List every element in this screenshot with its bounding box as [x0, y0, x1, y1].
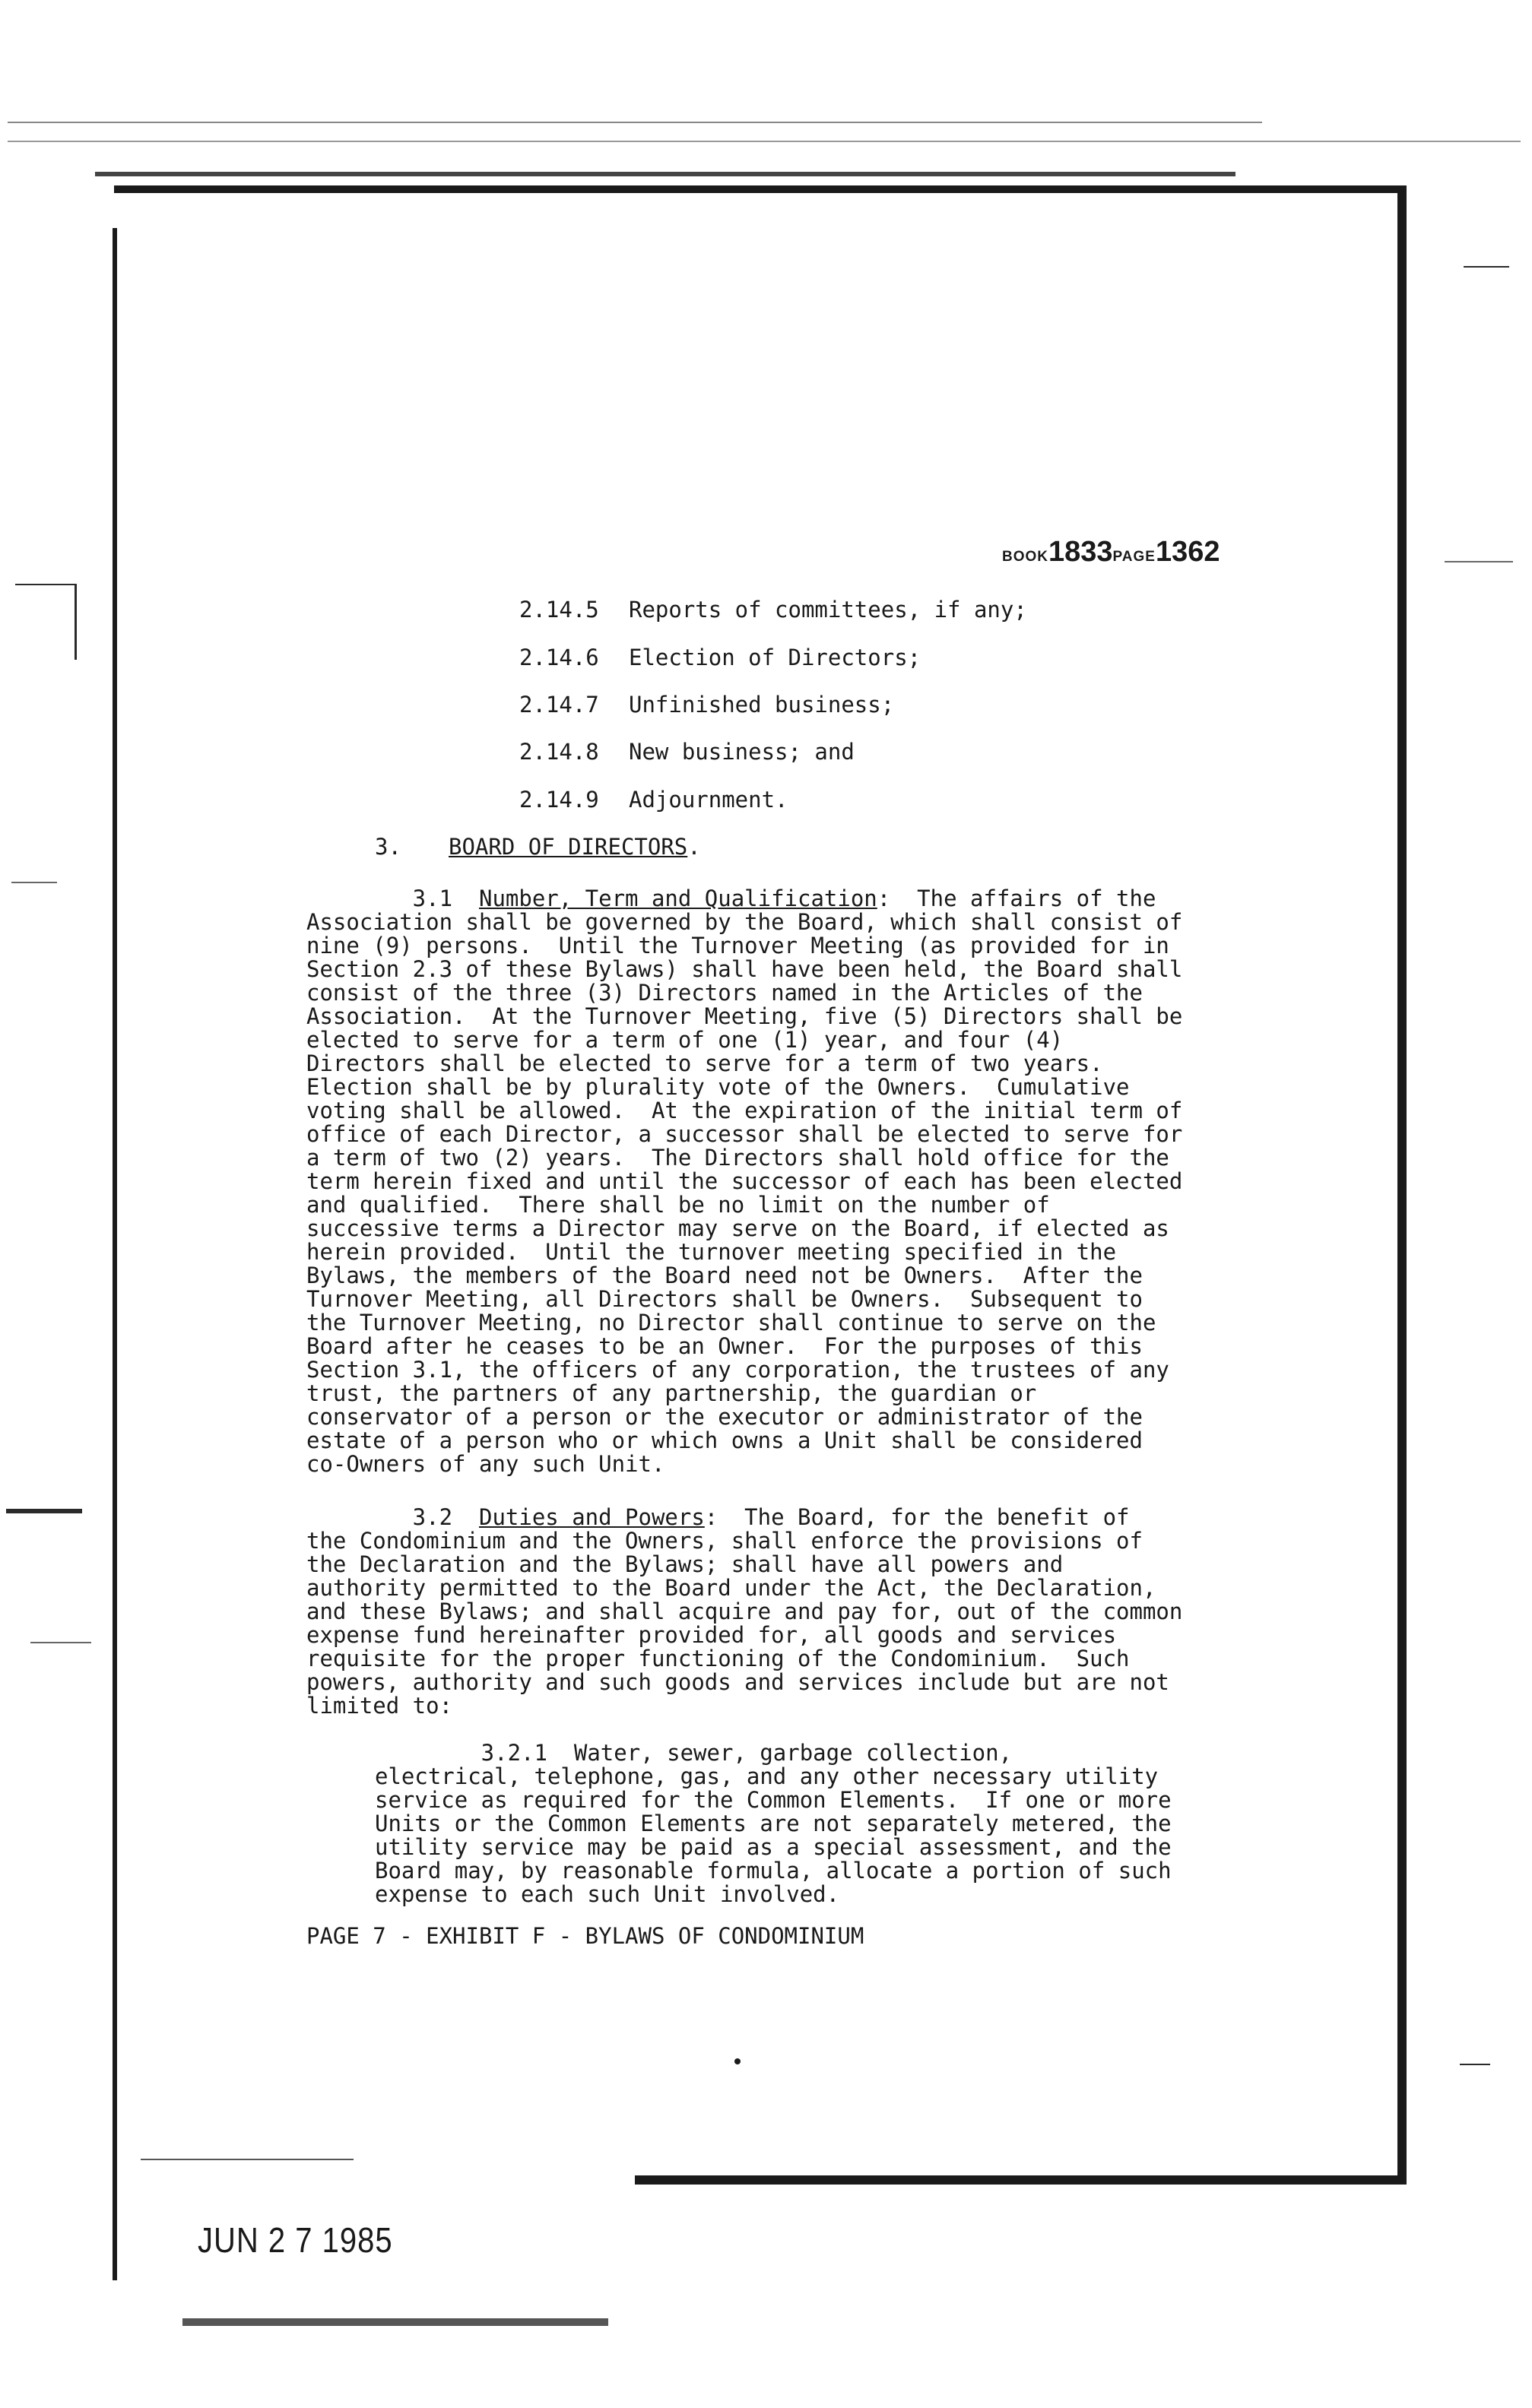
- scan-mark-left-3: [11, 882, 57, 883]
- agenda-item-number: 2.14.8: [519, 739, 599, 765]
- agenda-item-number: 2.14.6: [519, 645, 599, 670]
- recording-book-page: [1002, 536, 1220, 569]
- paragraph-heading: Number, Term and Qualification: [478, 886, 877, 911]
- agenda-item: [519, 692, 894, 718]
- agenda-item: [519, 739, 855, 765]
- page-number: 1362: [1155, 536, 1220, 568]
- scan-mark-left-2: [75, 584, 77, 660]
- section-number: 3.: [375, 834, 401, 860]
- frame-left-border: [113, 228, 117, 2280]
- paragraph-3-2: [306, 1506, 1182, 1718]
- scan-mark-right-1: [1464, 266, 1509, 268]
- paragraph-lead: 3.1: [306, 886, 479, 911]
- frame-top-border: [114, 185, 1407, 193]
- frame-bottom-border: [635, 2175, 1407, 2185]
- scan-mark-bottom-1: [141, 2159, 354, 2160]
- paragraph-heading: Duties and Powers: [478, 1504, 705, 1530]
- agenda-item-number: 2.14.5: [519, 597, 599, 623]
- scan-mark-left-5: [30, 1642, 91, 1643]
- scan-smudge-top: [95, 172, 1235, 176]
- section-title: BOARD OF DIRECTORS: [449, 834, 688, 860]
- paragraph-lead: 3.2: [306, 1504, 479, 1530]
- agenda-item-text: Unfinished business;: [629, 692, 895, 718]
- scan-edge-line-top: [8, 122, 1262, 123]
- scan-mark-bottom-2: [182, 2318, 608, 2326]
- scan-dot: [734, 2058, 741, 2064]
- agenda-item-text: Reports of committees, if any;: [629, 597, 1027, 623]
- agenda-item-text: Election of Directors;: [629, 645, 921, 670]
- section-heading: [375, 834, 701, 860]
- agenda-item-text: New business; and: [629, 739, 855, 765]
- agenda-item-number: 2.14.9: [519, 787, 599, 813]
- agenda-item: [519, 787, 788, 813]
- book-label: BOOK: [1002, 549, 1048, 565]
- frame-right-border: [1397, 185, 1407, 2185]
- agenda-item: [519, 645, 921, 670]
- scan-mark-right-2: [1445, 561, 1513, 562]
- section-title-suffix: .: [687, 834, 701, 860]
- page-label: PAGE: [1112, 549, 1156, 565]
- book-number: 1833: [1048, 536, 1113, 568]
- paragraph-3-1: [306, 887, 1182, 1476]
- recording-date-stamp: JUN 2 7 1985: [198, 2221, 393, 2261]
- scan-mark-left-1: [15, 584, 76, 585]
- scan-mark-right-3: [1460, 2064, 1490, 2065]
- scan-edge-line-top-2: [8, 141, 1521, 142]
- paragraph-3-2-1: 3.2.1 Water, sewer, garbage collection, electrical, telephone, gas, and any other necessary utility service as required for the Common Elements. If one or more Units or the Common Elements are not separately metered, the utility service may be paid as a special assessment, and the Board may, by reasonable formula, allocate a portion of such expense to each such Unit involved.: [375, 1740, 1172, 1907]
- scan-mark-left-4: [6, 1509, 82, 1513]
- paragraph-body: : The affairs of the Association shall be governed by the Board, which shall consist of nine (9) persons. Until the Turnover Meeting (as provided for in Section 2.3 of these Bylaws) shall have been held, the Board shall consist of the three (3) Directors named in the Articles of the Association. At the Turnover Meeting, five (5) Directors shall be elected to serve for a term of one (1) year, and four (4) Directors shall be elected to serve for a term of two years. Election shall be by plurality vote of the Owners. Cumulative voting shall be allowed. At the expiration of the initial term of office of each Director, a successor shall be elected to serve for a term of two (2) years. The Directors shall hold office for the term herein fixed and until the successor of each has been elected and qualified. There shall be no limit on the number of successive terms a Director may serve on the Board, if elected as herein provided. Until the turnover meeting specified in the Bylaws, the members of the Board need not be Owners. After the Turnover Meeting, all Directors shall be Owners. Subsequent to the Turnover Meeting, no Director shall continue to serve on the Board after he ceases to be an Owner. For the purposes of this Section 3.1, the officers of any corporation, the trustees of any trust, the partners of any partnership, the guardian or conservator of a person or the executor or administrator of the estate of a person who or which owns a Unit shall be considered co-Owners of any such Unit.: [306, 886, 1183, 1477]
- agenda-item-number: 2.14.7: [519, 692, 599, 718]
- agenda-item-text: Adjournment.: [629, 787, 788, 813]
- paragraph-body: : The Board, for the benefit of the Condominium and the Owners, shall enforce the provisions of the Declaration and the Bylaws; shall have all powers and authority permitted to the Board under the Act, the Declaration, and these Bylaws; and shall acquire and pay for, out of the common expense fund hereinafter provided for, all goods and services requisite for the proper functioning of the Condominium. Such powers, authority and such goods and services include but are not limited to:: [306, 1504, 1183, 1719]
- agenda-item: [519, 597, 1027, 623]
- page-footer: PAGE 7 - EXHIBIT F - BYLAWS OF CONDOMINIUM: [306, 1923, 864, 1949]
